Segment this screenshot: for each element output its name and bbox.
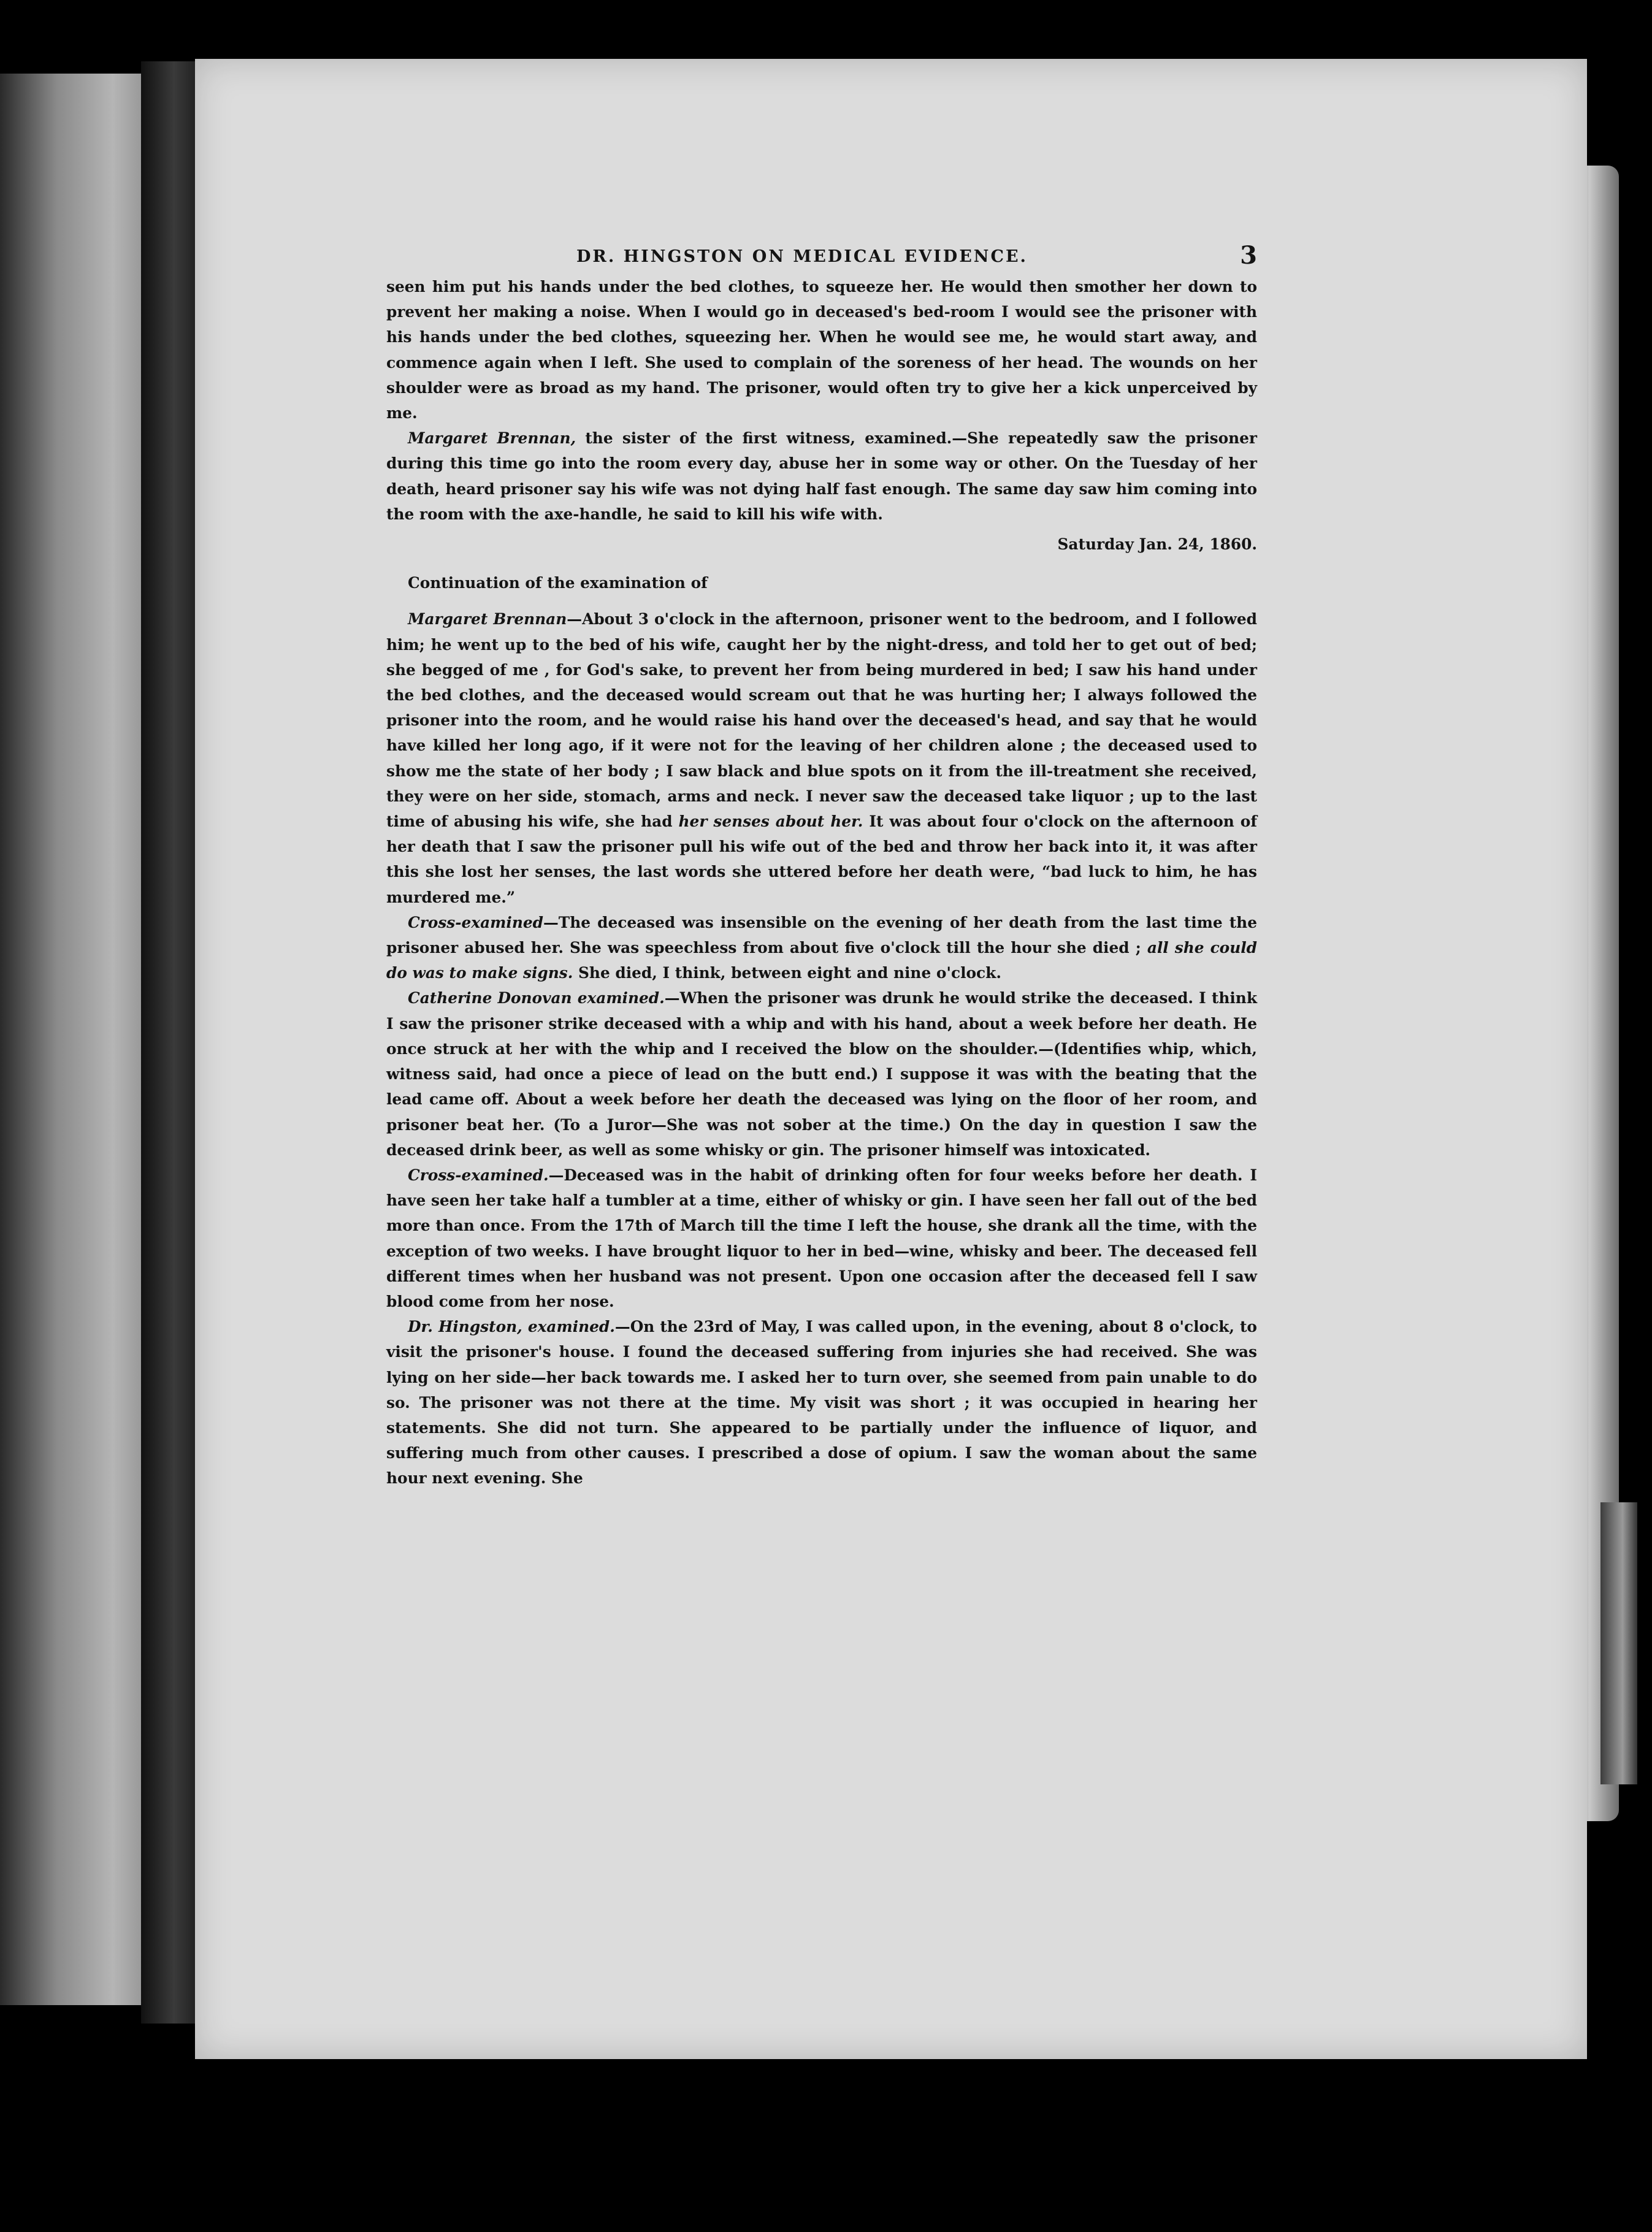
paragraph xyxy=(386,910,1257,986)
paragraph xyxy=(386,1314,1257,1491)
page-stack-tab xyxy=(1600,1502,1637,1784)
facing-page xyxy=(0,74,141,2005)
witness-name: Cross-examined xyxy=(408,913,543,931)
italic-phrase: her senses about her. xyxy=(678,812,863,831)
paragraph-text: —When the prisoner was drunk he would strike the deceased. I think I saw the prisoner strike deceased with a whip and with his hand, about a week before her death. He once struck at her with the whip and I received the blow on the shoulder.—(Identifies whip, which, witness said, had once a piece of lead on the butt end.) I suppose it was with the beating that the lead came off. About a week before her death the deceased was lying on the floor of her room, and prisoner beat her. (To a Juror—She was not sober at the time.) On the day in question I saw the deceased drink beer, as well as some whisky or gin. The prisoner himself was intoxicated. xyxy=(386,989,1258,1159)
paragraph-text: It was about four o'clock on the afternoon of her death that I saw the prisoner pull his wife out of the bed and throw her back into it, it was after this she lost her senses, the last words she uttered before her death were, “bad luck to him, he has murdered me.” xyxy=(386,812,1257,906)
book-gutter xyxy=(141,61,196,2024)
witness-name: Cross-examined. xyxy=(408,1166,549,1184)
witness-name: Margaret Brennan, xyxy=(408,429,576,448)
paragraph xyxy=(386,985,1257,1162)
paragraph-text: —On the 23rd of May, I was called upon, in the evening, about 8 o'clock, to visit the prisoner's house. I found the deceased suffering from injuries she had received. She was lying on her side—her back towards me. I asked her to turn over, she seemed from pain unable to do so. The prisoner was not there at the time. My visit was short ; it was occupied in hearing her statements. She did not turn. She appeared to be partially under the influence of liquor, and suffering much from other causes. I prescribed a dose of opium. I saw the woman about the same hour next evening. She xyxy=(386,1318,1257,1488)
session-date: Saturday Jan. 24, 1860. xyxy=(1057,535,1257,554)
paragraph-text: seen him put his hands under the bed clothes, to squeeze her. He would then smother her down to prevent her making a noise. When I would go in deceased's bed-room I would see the prisoner with his hands under the bed clothes, squeezing her. When he would see me, he would start away, and commence again when I left. She used to complain of the soreness of her head. The wounds on her shoulder were as broad as my hand. The prisoner, would often try to give her a kick unperceived by me. xyxy=(386,278,1257,422)
running-header xyxy=(386,242,1257,274)
paragraph-text: —The deceased was insensible on the evening of her death from the last time the prisoner abused her. She was speechless from about five o'clock till the hour she died ; xyxy=(386,913,1257,957)
continuation-heading: Continuation of the examination of xyxy=(408,574,708,592)
running-title: DR. HINGSTON ON MEDICAL EVIDENCE. xyxy=(576,247,1028,266)
page-content xyxy=(386,242,1257,1491)
paragraph xyxy=(386,274,1257,426)
witness-name: Catherine Donovan examined. xyxy=(408,989,665,1007)
witness-name: Margaret Brennan xyxy=(408,610,567,629)
paragraph-text: —About 3 o'clock in the afternoon, prisoner went to the bedroom, and I followed him; he went up to the bed of his wife, caught her by the night-dress, and told her to get out of bed; she begged of me , for God's sake, to prevent her from being murdered in bed; I saw his hand under the bed clothes, and the deceased would scream out that he was hurting her; I always followed the prisoner into the room, and he would raise his hand over the deceased's head, and say that he would have killed her long ago, if it were not for the leaving of her children alone ; the deceased used to show me the state of her body ; I saw black and blue spots on it from the ill-treatment she received, they were on her side, stomach, arms and neck. I never saw the deceased take liquor ; up to the last time of abusing his wife, she had xyxy=(386,610,1257,831)
paragraph-text: —Deceased was in the habit of drinking often for four weeks before her death. I have seen her take half a tumbler at a time, either of whisky or gin. I have seen her fall out of the bed more than once. From the 17th of March till the time I left the house, she drank all the time, with the exception of two weeks. I have brought liquor to her in bed—wine, whisky and beer. The deceased fell different times when her husband was not present. Upon one occasion after the deceased fell I saw blood come from her nose. xyxy=(386,1166,1257,1310)
italic-phrase: all she could do was to make signs. xyxy=(386,939,1257,982)
witness-name: Dr. Hingston, examined. xyxy=(408,1318,615,1336)
paragraph xyxy=(386,1163,1257,1314)
paragraph xyxy=(386,426,1257,527)
body-text xyxy=(386,274,1257,1491)
page-number: 3 xyxy=(1240,241,1257,270)
paragraph-text: the sister of the first witness, examined.—She repeatedly saw the prisoner during this time go into the room every day, abuse her in some way or other. On the Tuesday of her death, heard prisoner say his wife was not dying half fast enough. The same day saw him coming into the room with the axe-handle, he said to kill his wife with. xyxy=(386,429,1257,523)
paragraph xyxy=(386,606,1257,909)
paragraph-text: She died, I think, between eight and nine o'clock. xyxy=(573,964,1001,982)
